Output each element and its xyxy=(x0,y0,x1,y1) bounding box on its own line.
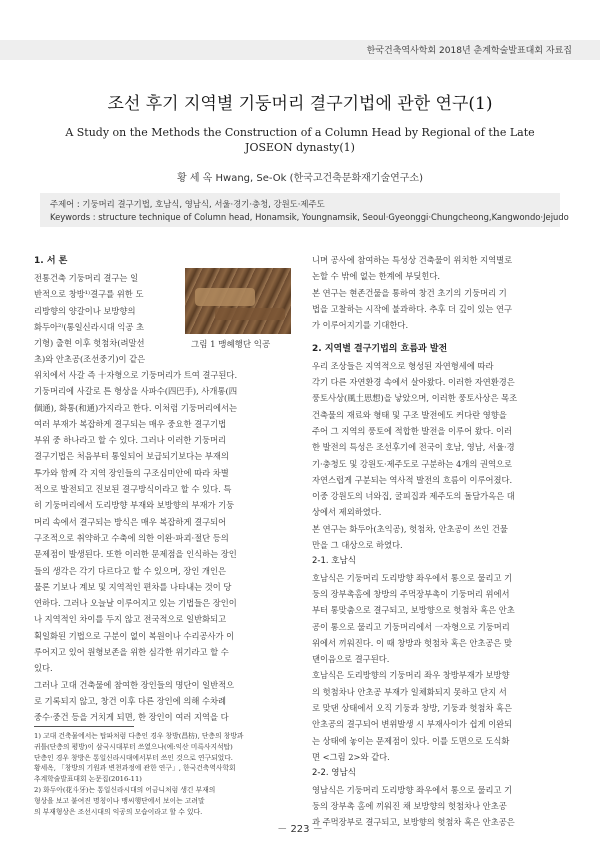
text-line: 로 기록되지 않고, 창건 이후 다른 장인에 의해 수차례 xyxy=(34,695,227,706)
text-line: 자연스럽게 구분되는 역사적 발전의 흐름이 이루어졌다. xyxy=(312,474,513,485)
text-line: 둥의 장부촉홈에 창방의 주먹장부촉이 기둥머리 위에서 xyxy=(312,588,510,599)
text-line: 논할 수 밖에 없는 한계에 부딪힌다. xyxy=(312,271,441,282)
footnote-line: 귀틀(단층의 평방)이 삼국시대부터 쓰였으나(예:익산 미륵사지석탑) xyxy=(34,742,233,751)
right-column xyxy=(312,252,566,830)
text-line: 여러 부재가 복잡하게 결구되는 매우 중요한 결구기법 xyxy=(34,418,227,429)
subsection-heading: 2-2. 영남식 xyxy=(312,768,356,779)
text-line: 전통건축 기둥머리 결구는 일 xyxy=(34,273,139,283)
text-line: 획일화된 기법으로 구분이 없이 복원이나 수리공사가 이 xyxy=(34,630,235,641)
text-line: 각기 다른 자연환경 속에서 살아왔다. 이러한 자연환경은 xyxy=(312,377,515,388)
figure-photo xyxy=(185,268,291,334)
intro-paragraph-wide xyxy=(34,367,296,726)
text-line: 부터 통맞춤으로 결구되고, 보방향으로 헛첨차 혹은 안초 xyxy=(312,605,515,616)
text-line: 호남식은 도리방향의 기둥머리 좌우 창방부재가 보방향 xyxy=(312,670,510,681)
text-line: 기·충청도 및 강원도·제주도로 구분하는 4개의 권역으로 xyxy=(312,458,513,469)
text-line: 본 연구는 화두아(초익공), 헛첨차, 안초공이 쓰인 건물 xyxy=(312,523,508,534)
figure-caption: 그림 1 맹혜행단 익공 xyxy=(191,340,271,350)
text-line: 우리 조상들은 지역적으로 형성된 자연형세에 따라 xyxy=(312,360,494,371)
text-line: 는 상태에 놓이는 문제점이 있다. 이를 도면으로 도식화 xyxy=(312,735,510,746)
footnote-line: 의 부재형상은 조선시대의 익공의 모습이라고 할 수 있다. xyxy=(34,807,203,816)
text-line: 기둥머리에 사갈로 튼 형상을 사파수(四巴手), 사개통(四 xyxy=(34,386,237,397)
text-line: 투가와 함께 각 지역 장인들의 구조심미안에 따라 차별 xyxy=(34,467,229,478)
footnote-line: 2) 화두아(花斗牙)는 통일신라시대의 어금니처럼 생긴 부재의 xyxy=(34,785,216,794)
text-line: 부위 중 하나라고 할 수 있다. 그러나 이러한 기둥머리 xyxy=(34,435,227,446)
text-line: 법을 고찰하는 시작에 불과하다. 추후 더 깊이 있는 연구 xyxy=(312,303,513,314)
text-line: 물론 기보나 계보 및 지역적인 편차를 나타내는 것이 당 xyxy=(34,581,232,592)
text-line: 중수·중건 등을 거치게 되면, 한 장인이 여러 지역을 다 xyxy=(34,712,229,723)
footnote-line: 추계학술발표대회 논문집(2016-11) xyxy=(34,775,142,784)
text-line: 결구기법은 처음부터 통일되어 보급되기보다는 부재의 xyxy=(34,451,229,462)
text-line: 둥의 장부촉 홈에 끼워진 채 보방향의 헛첨차나 안초공 xyxy=(312,800,507,811)
text-line: 반적으로 창방¹⁾결구를 위한 도 xyxy=(34,289,144,300)
text-line: 구조적으로 취약하고 수축에 의한 이완·파괴·절단 등의 xyxy=(34,532,229,543)
text-line: 호남식은 기둥머리 도리방향 좌우에서 통으로 물리고 기 xyxy=(312,572,513,583)
authors: 황 세 옥 Hwang, Se-Ok (한국고건축문화재기술연구소) xyxy=(177,173,423,184)
text-line: 로 맞댄 상태에서 오직 기둥과 창방, 기둥과 헛첨차 혹은 xyxy=(312,703,513,714)
text-line: 한 발전의 특성은 조선후기에 전국이 호남, 영남, 서울·경 xyxy=(312,442,515,453)
subsection-heading: 2-1. 호남식 xyxy=(312,556,356,567)
footnote-line: 황세옥, 「창방의 기원과 변천과정에 관한 연구」, 한국건축역사학회 xyxy=(34,764,236,773)
footnote-line: 단층인 경우 창방은 통일신라시대에서부터 쓰인 것으로 연구되었다. xyxy=(34,753,233,762)
text-line: 히 기둥머리에서 도리방향 부재와 보방향의 부재가 기둥 xyxy=(34,500,235,511)
text-line: 적으로 발전되고 진보된 결구방식이라고 할 수 있다. 특 xyxy=(34,484,232,495)
text-line: 화두아²⁾(통일신라시대 익공 초 xyxy=(34,321,145,332)
text-line: 그러나 고대 건축물에 참여한 장인들의 명단이 일반적으 xyxy=(34,679,235,690)
text-line: 풍토사상(風土思想)을 낳았으며, 이러한 풍토사상은 목조 xyxy=(312,393,518,404)
keywords-ko: 주제어 : 기둥머리 결구기법, 호남식, 영남식, 서울·경기·충청, 강원도·제주도 xyxy=(50,199,325,209)
text-line: 초)와 안초공(조선중기)이 같은 xyxy=(34,354,146,365)
text-line: 있다. xyxy=(34,663,53,674)
english-title: A Study on the Methods the Construction of a Column Head by Regional of the Late JOSEON dynasty(1) xyxy=(65,126,535,154)
text-line: 안초공의 결구되어 변위발생 시 부재사이가 쉽게 이완되 xyxy=(312,719,513,730)
paper-title: 조선 후기 지역별 기둥머리 결구기법에 관한 연구(1) xyxy=(107,94,493,114)
section-heading-intro xyxy=(34,252,296,269)
text-line: 나 지역적인 차이를 두지 않고 전국적으로 일반화되고 xyxy=(34,614,227,625)
text-line: 과 주먹장부로 결구되고, 보방향의 헛첨차 혹은 안초공은 xyxy=(312,817,515,828)
text-line: 건축물의 재료와 형태 및 구조 발전에도 커다란 영향을 xyxy=(312,409,507,420)
text-line: 공이 통으로 물리고 기둥머리에서 一자형으로 기둥머리 xyxy=(312,621,510,632)
text-line: 의 헛첨차나 안초공 부재가 일체화되지 못하고 단지 서 xyxy=(312,686,507,697)
text-line: 니며 공사에 참여하는 특성상 건축물이 위치한 지역별로 xyxy=(312,255,513,265)
text-line: 주어 그 지역의 풍토에 적합한 발전을 이루어 왔다. 이러 xyxy=(312,425,513,436)
text-line: 위치에서 사갈 즉 十자형으로 기둥머리가 트여 결구된다. xyxy=(34,370,238,380)
text-line: 이중 강원도의 너와집, 굴피집과 제주도의 돌담가옥은 대 xyxy=(312,491,515,502)
text-line: 본 연구는 현존건물을 통하여 창건 초기의 기둥머리 기 xyxy=(312,287,507,298)
footnote-rule xyxy=(34,726,134,727)
page-number: － 223 － xyxy=(277,824,323,835)
text-line: 가 이루어지기를 기대한다. xyxy=(312,320,409,331)
heading-text: 1. 서 론 xyxy=(34,256,68,266)
text-line: 個通), 화통(和通)가지라고 한다. 이처럼 기둥머리에서는 xyxy=(34,402,237,413)
text-line: 들의 생각은 각기 다르다고 할 수 있으며, 장인 개인은 xyxy=(34,565,227,576)
keywords-en: Keywords : structure technique of Column head, Honamsik, Youngnamsik, Seoul·Gyeonggi·Chungcheong,Kangwondo·Jejudo xyxy=(50,212,569,222)
text-line: 만을 그 대상으로 하였다. xyxy=(312,540,403,551)
text-line: 리방향의 양갈이나 보방향의 xyxy=(34,305,136,316)
text-line: 영남식은 기둥머리 도리방향 좌우에서 통으로 물리고 기 xyxy=(312,784,513,795)
text-line: 연하다. 그러나 오늘날 이루어지고 있는 기법들은 장인이 xyxy=(34,598,237,609)
text-line: 문제점이 발생된다. 또한 이러한 문제점을 인식하는 장인 xyxy=(34,549,237,560)
footnote-line: 1) 고대 건축물에서는 탑파처럼 다층인 경우 창방(昌枋), 단층의 창방과 xyxy=(34,732,244,740)
text-line: 댄이음으로 결구된다. xyxy=(312,654,390,665)
footnotes xyxy=(34,731,296,817)
intro-paragraph-narrow xyxy=(34,270,182,368)
text-line: 상에서 제외하였다. xyxy=(312,507,382,518)
text-line: 머리 속에서 결구되는 방식은 매우 복잡하게 결구되어 xyxy=(34,516,227,527)
footnote-line: 형상을 보고 붙여진 명칭이나 맹씨행단에서 보이는 고려말 xyxy=(34,796,205,805)
section-heading: 2. 지역별 결구기법의 흐름과 발전 xyxy=(312,344,448,355)
text-line: 면 <그림 2>와 같다. xyxy=(312,751,390,762)
text-line: 위에서 끼워진다. 이 때 창방과 헛첨차 혹은 안초공은 맞 xyxy=(312,637,513,648)
text-line: 루어지고 있어 원형보존을 위한 심각한 위기라고 할 수 xyxy=(34,647,229,658)
text-line: 기형) 출현 이후 헛첨차(려말선 xyxy=(34,338,145,349)
running-header: 한국건축역사학회 2018년 춘계학술발표대회 자료집 xyxy=(366,46,572,56)
